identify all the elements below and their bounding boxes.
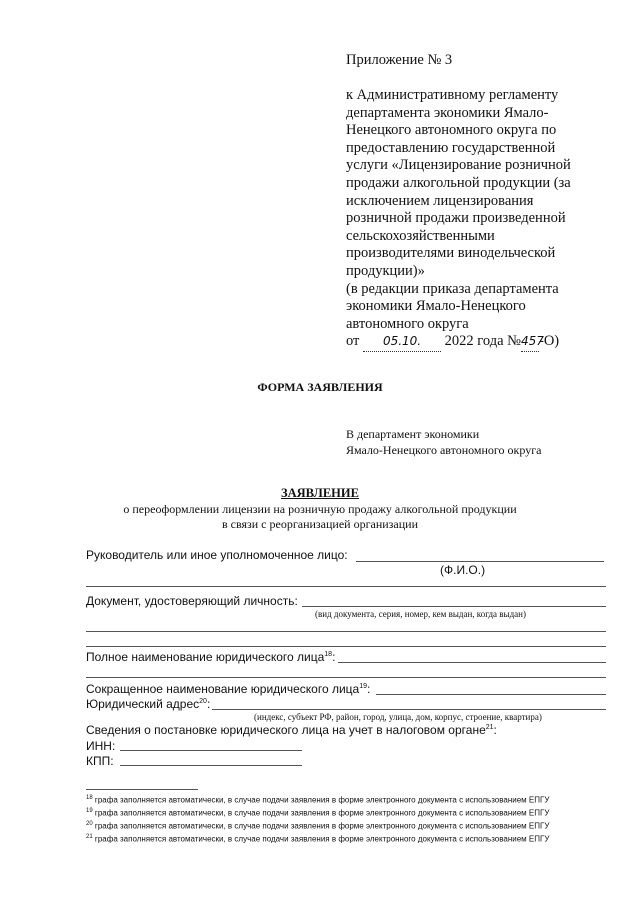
legal-address-label: Юридический адрес$^{20}$: [86, 697, 211, 711]
kpp-label: КПП: [86, 754, 114, 768]
subtitle-line: о переоформлении лицензии на розничную продажу алкогольной продукции [123, 502, 517, 516]
regulation-line: продукции)» [346, 262, 425, 279]
regulation-line: Ненецкого автономного округа по [346, 122, 557, 139]
identity-doc-field[interactable] [302, 606, 606, 607]
regulation-line: исключением лицензирования [346, 192, 534, 209]
footnote-text: графа заполняется автоматически, в случае подачи заявления в форме электронного документа с использованием ЕПГУ [94, 834, 550, 844]
footnote-text: графа заполняется автоматически, в случае подачи заявления в форме электронного документа с использованием ЕПГУ [94, 795, 550, 805]
footnote-text: графа заполняется автоматически, в случае подачи заявления в форме электронного документа с использованием ЕПГУ [94, 821, 550, 831]
inn-label: ИНН: [86, 739, 116, 753]
head-person-field[interactable] [356, 561, 604, 562]
short-name-label: Сокращенное наименование юридического лица$^{19}$: [86, 682, 371, 696]
order-date-line [346, 333, 571, 352]
footnote-ref: 19 [359, 683, 368, 690]
regulation-reference [346, 87, 571, 352]
short-name-field[interactable] [376, 694, 606, 695]
footnote-number: 18 [86, 795, 93, 801]
tax-registration-text: Сведения о постановке юридического лица на учет в налоговом органе [86, 723, 486, 737]
head-person-hint: (Ф.И.О.) [440, 563, 486, 577]
regulation-line: производителями винодельческой [346, 245, 556, 262]
footnote-text: графа заполняется автоматически, в случае подачи заявления в форме электронного документа с использованием ЕПГУ [94, 808, 550, 818]
legal-address-hint: (индекс, субъект РФ, район, город, улица, дом, корпус, строение, квартира) [254, 712, 542, 722]
recipient-block [346, 426, 541, 458]
legal-address-text: Юридический адрес [86, 697, 200, 711]
statement-subtitle [0, 502, 640, 532]
regulation-line: экономики Ямало-Ненецкого [346, 298, 526, 315]
regulation-line: департамента экономики Ямало- [346, 104, 549, 121]
form-title: ФОРМА ЗАЯВЛЕНИЯ [257, 380, 383, 394]
footnote-ref: 18 [324, 651, 333, 658]
appendix-heading: Приложение № 3 [346, 52, 453, 68]
regulation-line: розничной продажи произведенной [346, 210, 566, 227]
regulation-line: к Административному регламенту [346, 87, 559, 103]
regulation-line: (в редакции приказа департамента [346, 280, 559, 297]
footnote-separator [86, 789, 198, 790]
tax-registration-label: Сведения о постановке юридического лица на учет в налоговом органе$^{21}$: [86, 723, 497, 737]
regulation-line: продажи алкогольной продукции (за [346, 174, 571, 191]
handwritten-date: 05.10. [363, 333, 441, 352]
date-prefix: от [346, 333, 360, 350]
full-name-field-line2[interactable] [86, 677, 606, 678]
inn-field[interactable] [120, 750, 302, 751]
identity-doc-label: Документ, удостоверяющий личность: [86, 594, 298, 608]
footnote-ref: 20 [199, 698, 207, 705]
full-name-label: Полное наименование юридического лица$^{18}$: [86, 650, 336, 664]
subtitle-line: в связи с реорганизацией организации [221, 517, 418, 531]
footnote [86, 808, 549, 818]
regulation-line: предоставлению государственной [346, 139, 556, 156]
handwritten-number: 457 [521, 333, 539, 352]
kpp-field[interactable] [120, 765, 302, 766]
full-name-text: Полное наименование юридического лица [86, 650, 325, 664]
head-person-label: Руководитель или иное уполномоченное лицо: [86, 548, 348, 562]
recipient-line: Ямало-Ненецкого автономного округа [346, 443, 542, 457]
footnote [86, 821, 549, 831]
recipient-line: В департамент экономики [346, 427, 480, 441]
identity-doc-hint: (вид документа, серия, номер, кем выдан, когда выдан) [315, 609, 526, 619]
footnote-number: 20 [86, 821, 93, 827]
regulation-line: услуги «Лицензирование розничной [346, 157, 571, 174]
footnote-number: 19 [86, 808, 93, 814]
identity-doc-field-line3[interactable] [86, 646, 606, 647]
footnote-ref: 21 [485, 724, 494, 731]
statement-title: ЗАЯВЛЕНИЕ [281, 486, 359, 500]
legal-address-field[interactable] [212, 709, 606, 710]
footnote-number: 21 [86, 834, 93, 840]
regulation-line: сельскохозяйственными [346, 227, 495, 244]
date-suffix: -О) [538, 333, 560, 350]
head-person-field-line2[interactable] [86, 586, 606, 587]
regulation-line: автономного округа [346, 315, 469, 332]
short-name-text: Сокращенное наименование юридического лица [86, 682, 360, 696]
footnote [86, 834, 549, 844]
date-middle: 2022 года № [444, 333, 521, 350]
identity-doc-field-line2[interactable] [86, 631, 606, 632]
full-name-field[interactable] [338, 662, 606, 663]
footnote [86, 795, 549, 805]
